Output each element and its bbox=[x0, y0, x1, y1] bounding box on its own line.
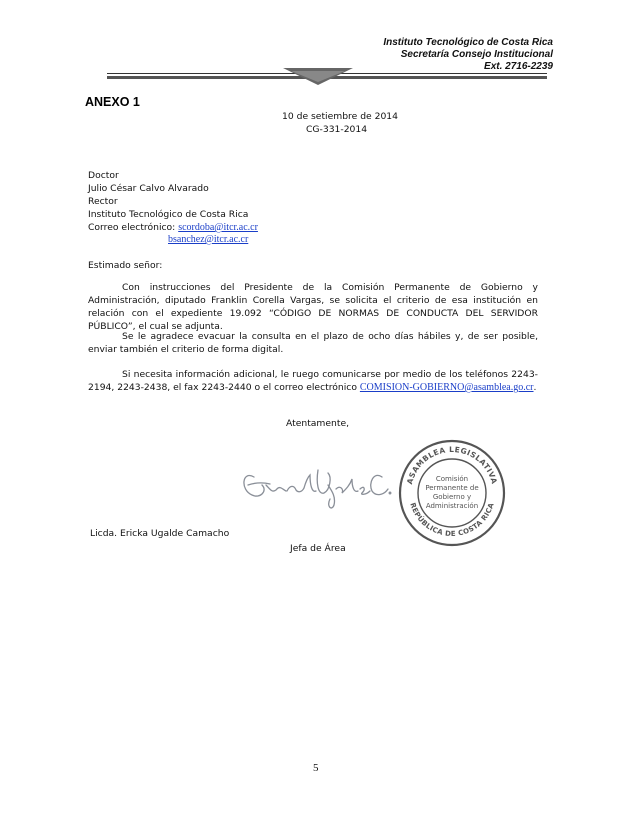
salutation: Estimado señor: bbox=[88, 260, 163, 271]
recipient-name: Julio César Calvo Alvarado bbox=[88, 183, 209, 194]
header-pointer-icon bbox=[283, 66, 353, 86]
svg-text:ASAMBLEA LEGISLATIVA: ASAMBLEA LEGISLATIVA bbox=[404, 444, 500, 486]
svg-text:Administración: Administración bbox=[425, 502, 479, 510]
paragraph-2: Se le agradece evacuar la consulta en el plazo de ocho días hábiles y, de ser posible, enviar también el criterio de forma digital. bbox=[88, 331, 538, 355]
svg-text:Permanente de: Permanente de bbox=[425, 484, 479, 492]
email-link-1[interactable]: scordoba@itcr.ac.cr bbox=[178, 222, 258, 233]
email-label: Correo electrónico: bbox=[88, 222, 179, 233]
recipient-email-line-2 bbox=[168, 233, 248, 246]
anexo-title: ANEXO 1 bbox=[85, 95, 140, 109]
letter-date: 10 de setiembre de 2014 bbox=[282, 111, 398, 122]
email-link-2[interactable]: bsanchez@itcr.ac.cr bbox=[168, 234, 249, 245]
closing: Atentamente, bbox=[286, 418, 350, 429]
header-institution: Instituto Tecnológico de Costa Rica bbox=[383, 37, 553, 48]
page-number: 5 bbox=[313, 762, 319, 774]
signer-name: Licda. Ericka Ugalde Camacho bbox=[90, 528, 230, 539]
recipient-position: Rector bbox=[88, 196, 118, 207]
handwritten-signature bbox=[232, 455, 392, 515]
paragraph-1: Con instrucciones del Presidente de la Comisión Permanente de Gobierno y Administración, diputado Franklin Corella Vargas, se solicita el criterio de esa institución en relación con el expediente 19.092 “CÓDIGO DE NORMAS DE CONDUCTA DEL SERVIDOR PÚBLICO”, el cual se adjunta. bbox=[88, 282, 538, 332]
svg-text:Comisión: Comisión bbox=[435, 475, 469, 483]
paragraph-3 bbox=[88, 368, 538, 394]
svg-text:Gobierno y: Gobierno y bbox=[432, 493, 472, 501]
recipient-institution: Instituto Tecnológico de Costa Rica bbox=[88, 209, 249, 220]
commission-seal bbox=[397, 438, 507, 548]
paragraph-3-end: . bbox=[533, 382, 537, 393]
paragraph-3-text: Si necesita información adicional, le ruego comunicarse por medio de los teléfonos 2243-2194, 2243-2438, el fax 2243-2440 o el correo electrónico bbox=[88, 369, 538, 393]
svg-text:REPÚBLICA DE COSTA RICA: REPÚBLICA DE COSTA RICA bbox=[408, 501, 496, 539]
header-secretaria: Secretaría Consejo Institucional bbox=[400, 49, 553, 60]
commission-email-link[interactable]: COMISION-GOBIERNO@asamblea.go.cr bbox=[359, 382, 534, 393]
header-extension: Ext. 2716-2239 bbox=[484, 61, 553, 72]
letter-reference: CG-331-2014 bbox=[306, 124, 368, 135]
recipient-title: Doctor bbox=[88, 170, 119, 181]
signer-title: Jefa de Área bbox=[290, 543, 346, 554]
